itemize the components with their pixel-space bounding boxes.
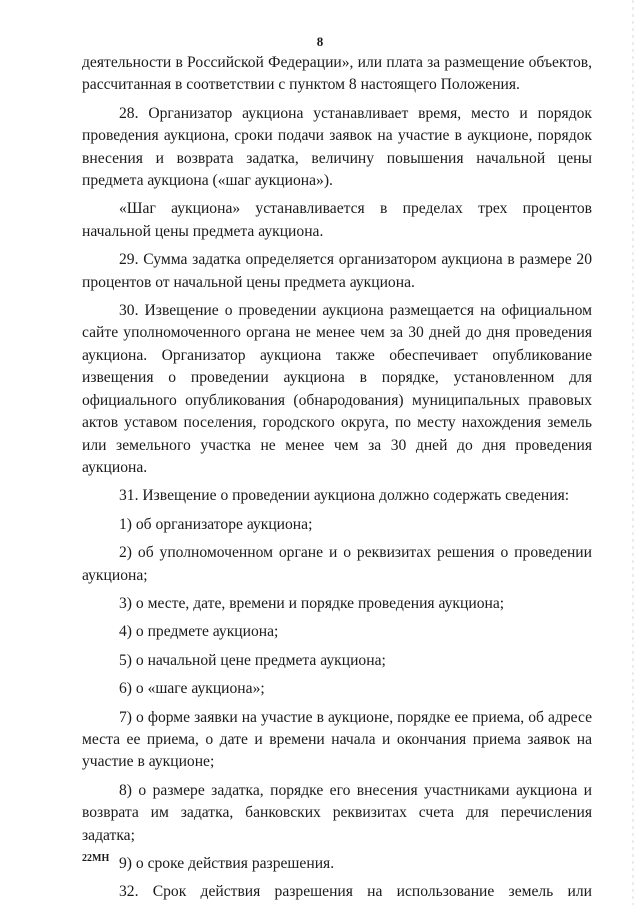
- list-item-31-6: 6) о «шаге аукциона»;: [119, 680, 265, 698]
- paragraph-28-step: «Шаг аукциона» устанавливается в пределах трех процентов начальной цены предмета аукциона.: [82, 200, 592, 240]
- list-item-31-7: 7) о форме заявки на участие в аукционе, порядке ее приема, об адресе места ее приема, о дате и времени начала и окончания приема заявок на участие в аукционе;: [82, 708, 592, 771]
- page-number: 8: [316, 34, 324, 49]
- list-item-31-1: 1) об организаторе аукциона;: [119, 515, 313, 533]
- paragraph-32: 32. Срок действия разрешения на использование земель или: [119, 883, 592, 901]
- paragraph-30: 30. Извещение о проведении аукциона размещается на официальном сайте уполномоченного органа не менее чем за 30 дней до дня проведения аукциона. Организатор аукциона также обеспечивает опубликование извещения о проведении аукциона в порядке, установленном для официального опубликования (обнародования) муниципальных правовых актов уставом поселения, городского округа, по месту нахождения земель или земельного участка не менее чем за 30 дней до дня проведения аукциона.: [82, 302, 592, 476]
- list-item-31-4: 4) о предмете аукциона;: [119, 623, 279, 641]
- list-item-31-3: 3) о месте, дате, времени и порядке проведения аукциона;: [119, 594, 505, 612]
- document-body: [82, 52, 592, 910]
- list-item-31-5: 5) о начальной цене предмета аукциона;: [119, 651, 386, 669]
- paragraph-29: 29. Сумма задатка определяется организатором аукциона в размере 20 процентов от начальной цены предмета аукциона.: [82, 251, 592, 291]
- list-item-31-2: 2) об уполномоченном органе и о реквизитах решения о проведении аукциона;: [82, 544, 592, 584]
- scan-edge-artifact: [632, 0, 634, 905]
- paragraph-31: 31. Извещение о проведении аукциона должно содержать сведения:: [119, 487, 570, 505]
- paragraph-28: 28. Организатор аукциона устанавливает время, место и порядок проведения аукциона, сроки подачи заявок на участие в аукционе, порядок внесения и возврата задатка, величину повышения начальной цены предмета аукциона («шаг аукциона»).: [82, 104, 592, 190]
- document-footer-code: 22МН: [82, 853, 110, 864]
- list-item-31-8: 8) о размере задатка, порядке его внесения участниками аукциона и возврата им задатка, банковских реквизитах счета для перечисления задатка;: [82, 781, 592, 844]
- paragraph-continuation: деятельности в Российской Федерации», или плата за размещение объектов, рассчитанная в соответствии с пунктом 8 настоящего Положения.: [82, 54, 592, 94]
- list-item-31-9: 9) о сроке действия разрешения.: [119, 855, 335, 872]
